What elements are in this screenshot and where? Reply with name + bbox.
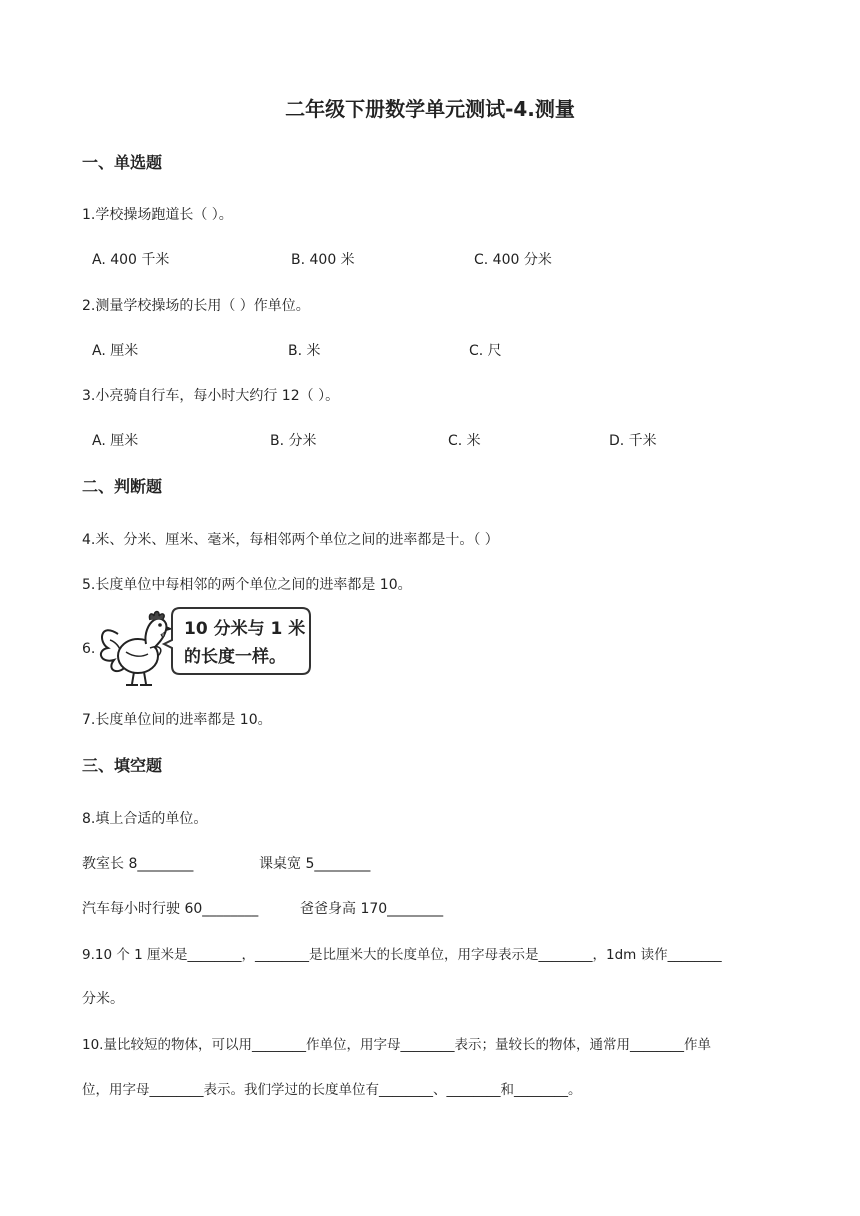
page-title: 二年级下册数学单元测试-4.测量	[285, 97, 575, 121]
q8-blank-desk: 课桌宽 5________	[259, 856, 371, 872]
q2-option-b: B. 米	[288, 343, 321, 359]
question-6-number: 6.	[82, 641, 96, 657]
section-heading-single-choice: 一、单选题	[82, 153, 163, 172]
q8-blank-car: 汽车每小时行驶 60________	[82, 901, 259, 917]
q3-option-d: D. 千米	[609, 433, 657, 449]
section-heading-fill-in: 三、填空题	[82, 756, 163, 775]
question-5: 5.长度单位中每相邻的两个单位之间的进率都是 10。	[82, 577, 412, 593]
section-heading-true-false: 二、判断题	[82, 477, 163, 496]
question-7: 7.长度单位间的进率都是 10。	[82, 712, 272, 728]
question-3: 3.小亮骑自行车，每小时大约行 12（ ）。	[82, 388, 340, 404]
question-1: 1.学校操场跑道长（ ）。	[82, 207, 233, 223]
q8-blank-classroom: 教室长 8________	[82, 856, 194, 872]
question-10-line-1: 10.量比较短的物体，可以用________作单位，用字母________表示；量较长的物体，通常用________作单	[82, 1037, 711, 1053]
q3-option-a: A. 厘米	[92, 433, 139, 449]
rooster-speech-illustration	[96, 604, 316, 690]
bubble-text-line-2: 的长度一样。	[184, 647, 286, 667]
q8-blank-dad-height: 爸爸身高 170________	[300, 901, 444, 917]
question-4: 4.米、分米、厘米、毫米，每相邻两个单位之间的进率都是十。（ ）	[82, 532, 499, 548]
bubble-text-line-1: 10 分米与 1 米	[184, 619, 306, 639]
q2-option-a: A. 厘米	[92, 343, 139, 359]
q1-option-a: A. 400 千米	[92, 252, 170, 268]
question-9-line-1: 9.10 个 1 厘米是________，________是比厘米大的长度单位，用字母表示是________，1dm 读作________	[82, 947, 722, 963]
q1-option-c: C. 400 分米	[474, 252, 552, 268]
q2-option-c: C. 尺	[469, 343, 502, 359]
q3-option-c: C. 米	[448, 433, 481, 449]
question-8: 8.填上合适的单位。	[82, 811, 208, 827]
q3-option-b: B. 分米	[270, 433, 317, 449]
question-10-line-2: 位，用字母________表示。我们学过的长度单位有________、________和________。	[82, 1082, 582, 1098]
q1-option-b: B. 400 米	[291, 252, 355, 268]
question-2: 2.测量学校操场的长用（ ）作单位。	[82, 298, 310, 314]
question-9-line-2: 分米。	[82, 991, 124, 1007]
